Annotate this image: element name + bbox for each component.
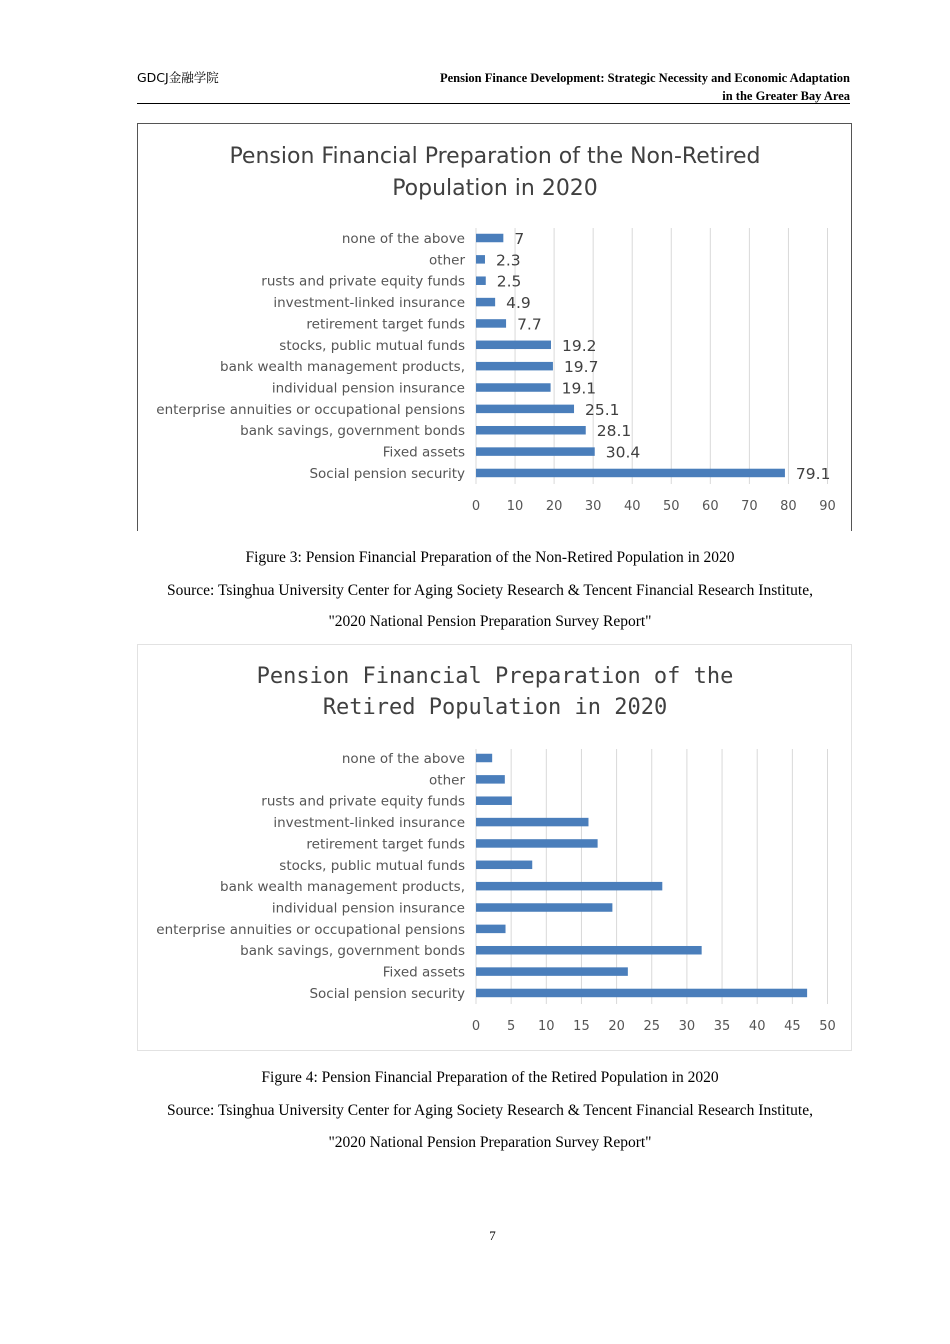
bar bbox=[476, 405, 574, 414]
data-label: 4.9 bbox=[506, 294, 531, 313]
x-tick-label: 20 bbox=[608, 1019, 625, 1034]
figure-4-caption: Figure 4: Pension Financial Preparation of the Retired Population in 2020 bbox=[261, 1069, 719, 1086]
category-label: Social pension security bbox=[309, 465, 465, 482]
x-tick-label: 40 bbox=[748, 1019, 766, 1034]
x-tick-label: 70 bbox=[741, 499, 758, 514]
figure-4-source-line1: Source: Tsinghua University Center for Aging Society Research & Tencent Financial Research Institute, bbox=[167, 1102, 813, 1119]
category-label: bank wealth management products, bbox=[220, 879, 465, 896]
category-label: retirement target funds bbox=[306, 316, 465, 333]
x-tick-label: 40 bbox=[623, 499, 641, 514]
bar bbox=[476, 967, 628, 976]
chart-title-line: Retired Population in 2020 bbox=[322, 695, 668, 720]
category-label: individual pension insurance bbox=[271, 900, 465, 917]
bar bbox=[476, 925, 506, 934]
x-tick-label: 10 bbox=[538, 1019, 555, 1034]
bar bbox=[476, 775, 505, 784]
x-tick-label: 50 bbox=[819, 1019, 836, 1034]
figure-4-source-line2: "2020 National Pension Preparation Survey Report" bbox=[328, 1134, 652, 1151]
bar bbox=[476, 234, 503, 243]
figure-3-source-line1: Source: Tsinghua University Center for Aging Society Research & Tencent Financial Research Institute, bbox=[167, 582, 813, 599]
category-label: individual pension insurance bbox=[271, 380, 465, 397]
data-label: 25.1 bbox=[585, 400, 620, 419]
bar bbox=[476, 903, 612, 912]
header-institution: GDCJ金融学院 bbox=[137, 70, 219, 85]
x-tick-label: 5 bbox=[507, 1019, 516, 1034]
bar bbox=[476, 839, 598, 848]
header-title-line1: Pension Finance Development: Strategic Necessity and Economic Adaptation bbox=[439, 71, 850, 85]
data-label: 30.4 bbox=[605, 443, 641, 462]
data-label: 19.2 bbox=[561, 336, 597, 355]
data-label: 79.1 bbox=[795, 464, 831, 483]
bar bbox=[476, 989, 807, 998]
data-label: 19.7 bbox=[563, 358, 599, 377]
data-label: 7.7 bbox=[517, 315, 542, 334]
x-tick-label: 35 bbox=[713, 1019, 731, 1034]
header-title-line2: in the Greater Bay Area bbox=[722, 89, 850, 103]
data-label: 2.3 bbox=[495, 251, 521, 270]
bar bbox=[476, 796, 512, 805]
category-label: bank savings, government bonds bbox=[240, 423, 465, 440]
category-label: investment-linked insurance bbox=[273, 295, 465, 312]
x-tick-label: 60 bbox=[702, 499, 719, 514]
bar bbox=[476, 447, 595, 456]
category-label: Social pension security bbox=[309, 985, 465, 1002]
bar bbox=[476, 861, 532, 870]
category-label: enterprise annuities or occupational pensions bbox=[156, 921, 465, 938]
bar bbox=[476, 319, 506, 328]
bar bbox=[476, 255, 485, 263]
data-label: 2.5 bbox=[496, 272, 522, 291]
figure-3-chart bbox=[137, 123, 852, 531]
category-label: investment-linked insurance bbox=[273, 815, 465, 832]
category-label: rusts and private equity funds bbox=[261, 273, 465, 290]
category-label: stocks, public mutual funds bbox=[279, 337, 465, 354]
x-tick-label: 30 bbox=[678, 1019, 696, 1034]
figure-3-source-line2: "2020 National Pension Preparation Survey Report" bbox=[328, 613, 652, 630]
page-number: 7 bbox=[489, 1228, 496, 1243]
bar bbox=[476, 946, 702, 955]
category-label: stocks, public mutual funds bbox=[279, 857, 465, 874]
header-rule bbox=[137, 103, 850, 104]
x-tick-label: 45 bbox=[784, 1019, 801, 1034]
data-label: 19.1 bbox=[561, 379, 597, 398]
chart-4-svg bbox=[138, 645, 851, 1050]
x-tick-label: 0 bbox=[471, 1019, 481, 1034]
bar bbox=[476, 754, 492, 763]
x-tick-label: 15 bbox=[573, 1019, 590, 1034]
bar bbox=[476, 341, 551, 350]
x-tick-label: 80 bbox=[780, 499, 797, 514]
header-document-title bbox=[330, 69, 850, 105]
data-label: 7 bbox=[514, 230, 525, 248]
chart-title-line: Pension Financial Preparation of the Non-Retired bbox=[229, 144, 761, 169]
category-label: none of the above bbox=[341, 231, 465, 247]
category-label: none of the above bbox=[341, 751, 465, 767]
category-label: other bbox=[429, 252, 465, 269]
bar bbox=[476, 469, 785, 478]
category-label: enterprise annuities or occupational pensions bbox=[156, 401, 465, 418]
bar bbox=[476, 426, 586, 435]
bar bbox=[476, 298, 495, 307]
category-label: Fixed assets bbox=[382, 444, 465, 461]
figure-4-chart bbox=[137, 644, 852, 1051]
x-tick-label: 25 bbox=[643, 1019, 661, 1034]
x-tick-label: 30 bbox=[584, 499, 602, 514]
chart-title-line: Pension Financial Preparation of the bbox=[256, 664, 734, 689]
x-tick-label: 20 bbox=[545, 499, 563, 514]
x-tick-label: 90 bbox=[819, 499, 836, 514]
bar bbox=[476, 276, 486, 285]
chart-3-svg bbox=[138, 124, 851, 531]
bar bbox=[476, 818, 588, 827]
category-label: retirement target funds bbox=[306, 836, 465, 853]
category-label: other bbox=[429, 772, 465, 789]
chart-title-line: Population in 2020 bbox=[392, 176, 598, 201]
x-tick-label: 50 bbox=[663, 499, 680, 514]
x-tick-label: 10 bbox=[506, 499, 524, 514]
category-label: bank savings, government bonds bbox=[240, 943, 465, 960]
bar bbox=[476, 362, 553, 371]
x-tick-label: 0 bbox=[471, 499, 481, 514]
bar bbox=[476, 882, 662, 891]
category-label: Fixed assets bbox=[382, 964, 465, 981]
data-label: 28.1 bbox=[596, 422, 632, 441]
figure-3-caption: Figure 3: Pension Financial Preparation of the Non-Retired Population in 2020 bbox=[245, 549, 735, 566]
category-label: rusts and private equity funds bbox=[261, 793, 465, 810]
category-label: bank wealth management products, bbox=[220, 359, 465, 376]
bar bbox=[476, 383, 551, 392]
